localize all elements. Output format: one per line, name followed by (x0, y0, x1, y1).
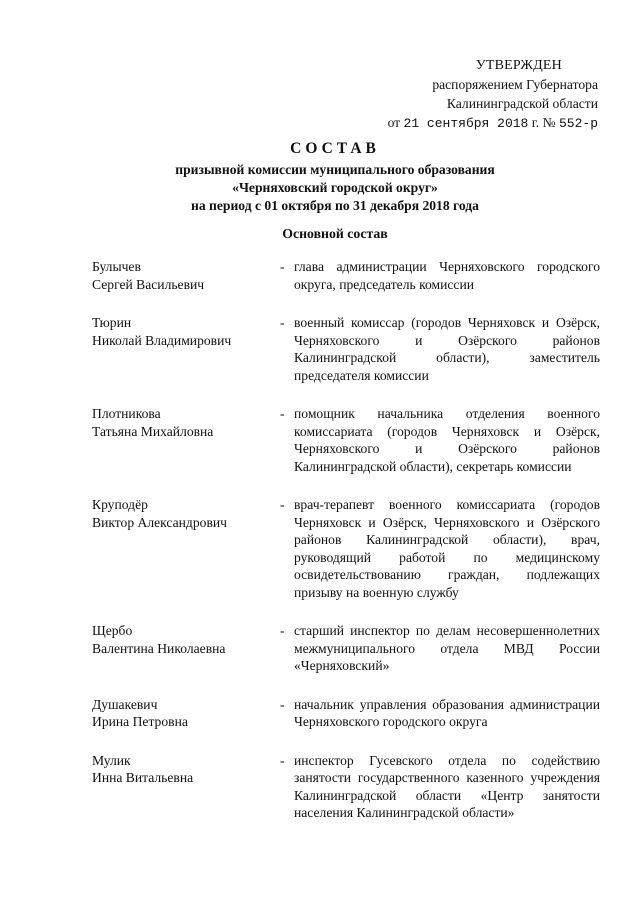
member-name (92, 258, 280, 293)
document-subtitle-line-3: на период с 01 октября по 31 декабря 2018 года (191, 198, 479, 213)
member-given-names: Виктор Александрович (92, 514, 227, 530)
member-given-names: Ирина Петровна (92, 714, 188, 729)
approval-line-1: распоряжением Губернатора (432, 77, 598, 92)
member-surname: Щербо (92, 623, 133, 638)
member-given-names: Сергей Васильевич (92, 276, 205, 292)
document-title: СОСТАВ (290, 140, 380, 157)
member-role: старший инспектор по делам несовершеннолетних межмуниципального отдела МВД России «Черняховский» (294, 623, 600, 673)
member-name (92, 696, 280, 731)
member-name (92, 622, 280, 675)
member-row (92, 752, 600, 822)
member-dash: - (280, 406, 285, 421)
approval-number-value: 552-р (558, 116, 598, 131)
member-role: военный комиссар (городов Черняховск и Озёрск, Черняховского и Озёрского районов Калининградской области), заместитель председателя комиссии (294, 315, 600, 383)
member-role: глава администрации Черняховского городского округа, председатель комиссии (294, 259, 600, 292)
member-role: помощник начальника отделения военного комиссариата (городов Черняховск и Озёрск, Черняховского и Озёрского районов Калининградской области), секретарь комиссии (294, 406, 600, 474)
member-row (92, 622, 600, 675)
member-name (92, 314, 280, 384)
member-dash: - (280, 259, 285, 274)
member-row (92, 314, 600, 384)
member-dash: - (280, 696, 285, 712)
member-role: инспектор Гусевского отдела по содействию занятости государственного казенного учреждения Калининградской области «Центр занятости населения Калининградской области» (294, 752, 600, 820)
member-given-names: Татьяна Михайловна (92, 423, 214, 439)
member-given-names: Николай Владимирович (92, 332, 232, 348)
member-dash: - (280, 623, 285, 638)
member-surname: Душакевич (92, 696, 158, 712)
member-row (92, 496, 600, 601)
approval-line-2: Калининградской области (446, 96, 598, 111)
member-surname: Булычев (92, 259, 141, 274)
approval-date-value: 21 сентября 2018 (403, 116, 529, 131)
member-surname: Тюрин (92, 315, 132, 330)
approval-title: УТВЕРЖДЕН (475, 58, 562, 73)
approval-date-line (378, 113, 598, 133)
approval-date-mid: г. № (531, 115, 556, 130)
document-subtitle-line-1: призывной комиссии муниципального образования (175, 162, 495, 177)
member-row (92, 258, 600, 293)
member-surname: Мулик (92, 752, 131, 768)
member-name (92, 752, 280, 822)
member-given-names: Валентина Николаевна (92, 640, 226, 656)
member-row (92, 696, 600, 731)
member-dash: - (280, 497, 285, 512)
approval-block (378, 56, 598, 133)
member-dash: - (280, 752, 285, 768)
members-list (92, 258, 600, 843)
member-row (92, 405, 600, 475)
member-surname: Плотникова (92, 406, 161, 421)
member-surname: Круподёр (92, 497, 148, 512)
approval-date-prefix: от (387, 115, 401, 130)
section-heading: Основной состав (282, 226, 388, 241)
member-name (92, 405, 280, 475)
member-role: начальник управления образования администрации Черняховского городского округа (294, 696, 600, 729)
document-title-block (60, 140, 610, 215)
document-subtitle-line-2: «Черняховский городской округ» (232, 180, 438, 195)
member-given-names: Инна Витальевна (92, 770, 194, 785)
member-name (92, 496, 280, 601)
member-role: врач-терапевт военного комиссариата (городов Черняховск и Озёрск, Черняховского и Озёрского районов Калининградской области), врач, руководящий работой по медицинскому освидетельствованию граждан, подлежащих призыву на военную службу (294, 497, 600, 600)
member-dash: - (280, 315, 285, 330)
